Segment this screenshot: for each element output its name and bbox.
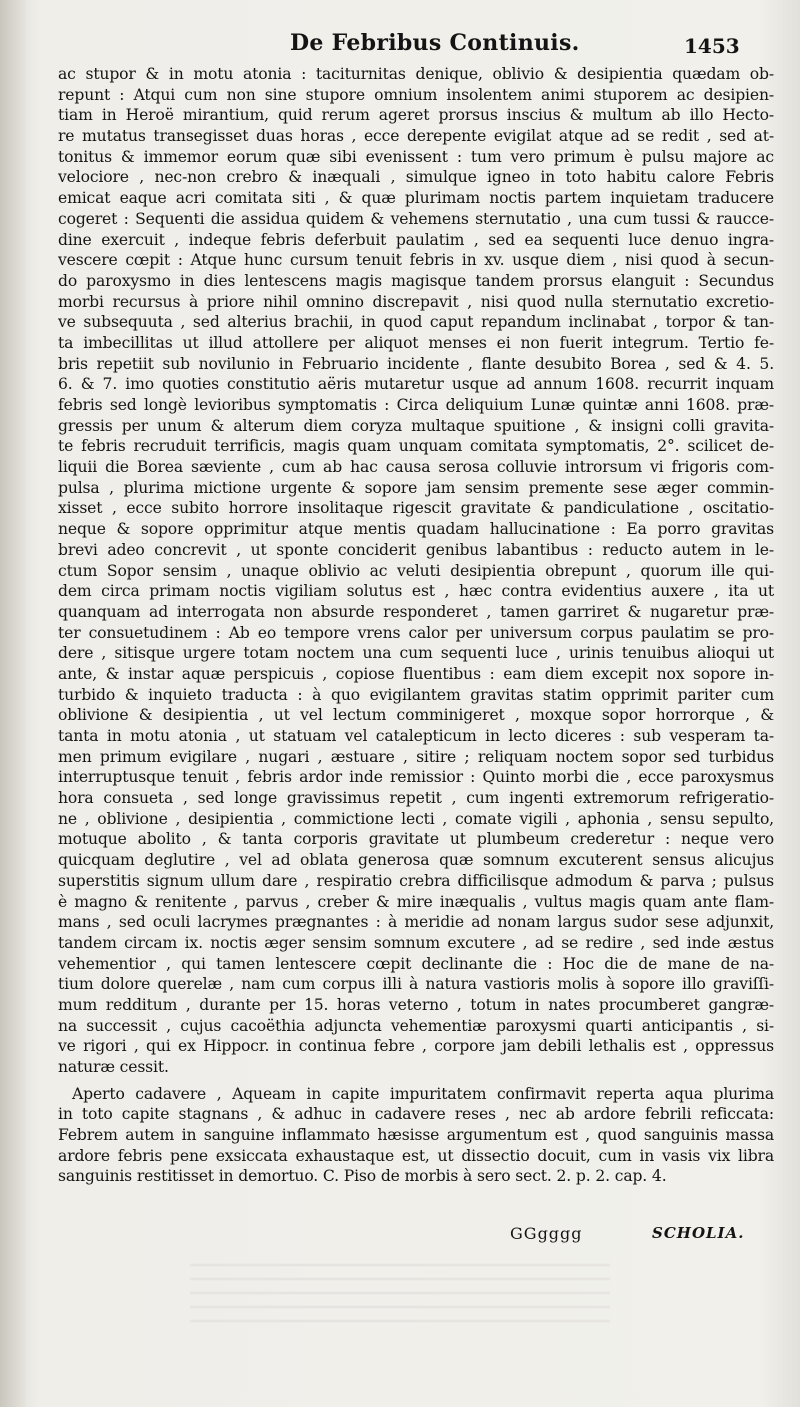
text-line: ta imbecillitas ut illud attollere per aliquot menses ei non fuerit integrum. Tertio fe- xyxy=(58,333,774,352)
text-line: ter consuetudinem : Ab eo tempore vrens calor per universum corpus paulatim se pro- xyxy=(58,623,774,642)
body-text xyxy=(58,64,774,1187)
page-footer xyxy=(0,1224,800,1254)
text-line: morbi recursus à priore nihil omnino discrepavit , nisi quod nulla sternutatio excretio- xyxy=(58,292,774,311)
text-line: ve rigori , qui ex Hippocr. in continua febre , corpore jam debili lethalis est , oppressus xyxy=(58,1037,774,1056)
text-line: tonitus & immemor eorum quæ sibi evenissent : tum vero primum è pulsu majore ac xyxy=(58,147,774,166)
text-line: dine exercuit , indeque febris deferbuit paulatim , sed ea sequenti luce denuo ingra- xyxy=(58,230,774,249)
text-line: bris repetiit sub novilunio in Februario incidente , flante desubito Borea , sed & 4. 5. xyxy=(58,354,774,373)
text-line: na successit , cujus cacoëthia adjuncta vehementiæ paroxysmi quarti anticipantis , si- xyxy=(58,1016,774,1035)
text-line: emicat eaque acri comitata siti , & quæ plurimam noctis partem inquietam traducere xyxy=(58,189,774,208)
text-line: ardore febris pene exsiccata exhaustaque est, ut dissectio docuit, cum in vasis vix libra xyxy=(58,1146,774,1165)
text-line: tiam in Heroë mirantium, quid rerum ageret prorsus inscius & multum ab illo Hecto- xyxy=(58,106,774,125)
text-line: pulsa , plurima mictione urgente & sopore jam sensim premente sese æger commin- xyxy=(58,478,774,497)
text-line: tium dolore querelæ , nam cum corpus illi à natura vastioris molis à sopore illo graviſſi- xyxy=(58,975,774,994)
text-line: dere , sitisque urgere totam noctem una cum sequenti luce , urinis tenuibus alioqui ut xyxy=(58,644,774,663)
text-line: cogeret : Sequenti die assidua quidem & vehemens sternutatio , una cum tussi & raucce- xyxy=(58,209,774,228)
text-line: ne , oblivione , desipientia , commictione lecti , comate vigili , aphonia , sensu sepulto, xyxy=(58,809,774,828)
text-line: velociore , nec-non crebro & inæquali , simulque igneo in toto habitu calore Febris xyxy=(58,168,774,187)
text-line: mans , sed oculi lacrymes prægnantes : à meridie ad nonam largus sudor sese adjunxit, xyxy=(58,913,774,932)
text-line: tanta in motu atonia , ut statuam vel catalepticum in lecto diceres : sub vesperam ta- xyxy=(58,727,774,745)
page-header xyxy=(0,30,800,60)
binding-gutter xyxy=(0,0,26,1407)
text-line: hora consueta , sed longe gravissimus repetit , cum ingenti extremorum refrigeratio- xyxy=(58,789,774,808)
text-line: naturæ cessit. xyxy=(58,1058,169,1076)
text-line: ve subsequuta , sed alterius brachii, in quod caput repandum inclinabat , torpor & tan- xyxy=(58,313,774,332)
text-line: interruptusque tenuit , febris ardor inde remissior : Quinto morbi die , ecce paroxysmus xyxy=(58,768,774,787)
text-line: è magno & renitente , parvus , creber & mire inæqualis , vultus magis quam ante flam- xyxy=(58,892,774,911)
text-line: te febris recruduit terrificis, magis quam unquam comitata symptomatis, 2°. scilicet de- xyxy=(58,437,774,456)
running-title: De Febribus Continuis. xyxy=(290,30,580,56)
text-line: ctum Sopor sensim , unaque oblivio ac veluti desipientia obrepunt , quorum ille qui- xyxy=(58,561,774,580)
text-line: repunt : Atqui cum non sine stupore omnium insolentem animi stuporem ac desipien- xyxy=(58,85,774,104)
signature-mark: GGgggg xyxy=(510,1224,583,1243)
text-line: sanguinis restitisset in demortuo. C. Piso de morbis à sero sect. 2. p. 2. cap. 4. xyxy=(58,1167,667,1186)
text-line: Febrem autem in sanguine inflammato hæsisse argumentum est , quod sanguinis massa xyxy=(58,1126,774,1145)
text-line: dem circa primam noctis vigiliam solutus est , hæc contra evidentius auxere , ita ut xyxy=(58,582,774,601)
text-line: liquii die Borea sæviente , cum ab hac causa serosa colluvie introrsum vi frigoris com- xyxy=(58,458,774,477)
paragraph-autopsy xyxy=(58,1084,774,1187)
text-line: tandem circam ix. noctis æger sensim somnum excutere , ad se redire , sed inde æstus xyxy=(58,933,774,952)
text-line: motuque abolito , & tanta corporis gravitate ut plumbeum crederetur : neque vero xyxy=(58,830,774,849)
text-line: men primum evigilare , nugari , æstuare , sitire ; reliquam noctem sopor sed turbidus xyxy=(58,747,774,766)
text-line: ac stupor & in motu atonia : taciturnitas denique, oblivio & desipientia quædam ob- xyxy=(58,65,774,83)
catchword: SCHOLIA. xyxy=(652,1224,745,1242)
text-line: xisset , ecce subito horrore insolitaque rigescit gravitate & pandiculatione , oscitatio- xyxy=(58,499,774,518)
text-line: quanquam ad interrogata non absurde responderet , tamen garriret & nugaretur præ- xyxy=(58,602,774,621)
text-line: vehementior , qui tamen lentescere cœpit declinante die : Hoc die de mane de na- xyxy=(58,954,774,973)
text-line: mum redditum , durante per 15. horas veterno , totum in nates procumberet gangræ- xyxy=(58,995,774,1014)
text-line: neque & sopore opprimitur atque mentis quadam hallucinatione : Ea porro gravitas xyxy=(58,520,774,539)
text-line: superstitis signum ullum dare , respiratio crebra difficilisque admodum & parva ; pulsus xyxy=(58,871,774,890)
text-line: quicquam deglutire , vel ad oblata generosa quæ somnum excuterent sensus alicujus xyxy=(58,851,774,870)
text-line: vescere cœpit : Atque hunc cursum tenuit febris in xv. usque diem , nisi quod à secun- xyxy=(58,251,774,270)
paragraph-case-history xyxy=(58,64,774,1078)
show-through-shadow xyxy=(190,1262,610,1322)
text-line: in toto capite stagnans , & adhuc in cadavere reses , nec ab ardore febrili reficcata: xyxy=(58,1105,774,1124)
text-line: 6. & 7. imo quoties constitutio aëris mutaretur usque ad annum 1608. recurrit inquam xyxy=(58,375,774,394)
text-line: re mutatus transegisset duas horas , ecce derepente evigilat atque ad se redit , sed at- xyxy=(58,127,774,146)
page-number: 1453 xyxy=(684,34,740,58)
text-line: turbido & inquieto traducta : à quo evigilantem gravitas statim opprimit pariter cum xyxy=(58,685,774,704)
text-line: Aperto cadavere , Aqueam in capite impuritatem confirmavit reperta aqua plurima xyxy=(72,1084,774,1103)
text-line: gressis per unum & alterum diem coryza multaque spuitione , & insigni colli gravita- xyxy=(58,416,774,435)
text-line: brevi adeo concrevit , ut sponte conciderit genibus labantibus : reducto autem in le- xyxy=(58,540,774,559)
text-line: oblivione & desipientia , ut vel lectum comminigeret , moxque sopor horrorque , & xyxy=(58,706,774,725)
text-line: febris sed longè levioribus symptomatis : Circa deliquium Lunæ quintæ anni 1608. præ- xyxy=(58,396,774,414)
text-line: do paroxysmo in dies lentescens magis magisque tandem prorsus elanguit : Secundus xyxy=(58,271,774,290)
text-line: ante, & instar aquæ perspicuis , copiose fluentibus : eam diem excepit nox sopore in- xyxy=(58,664,774,683)
